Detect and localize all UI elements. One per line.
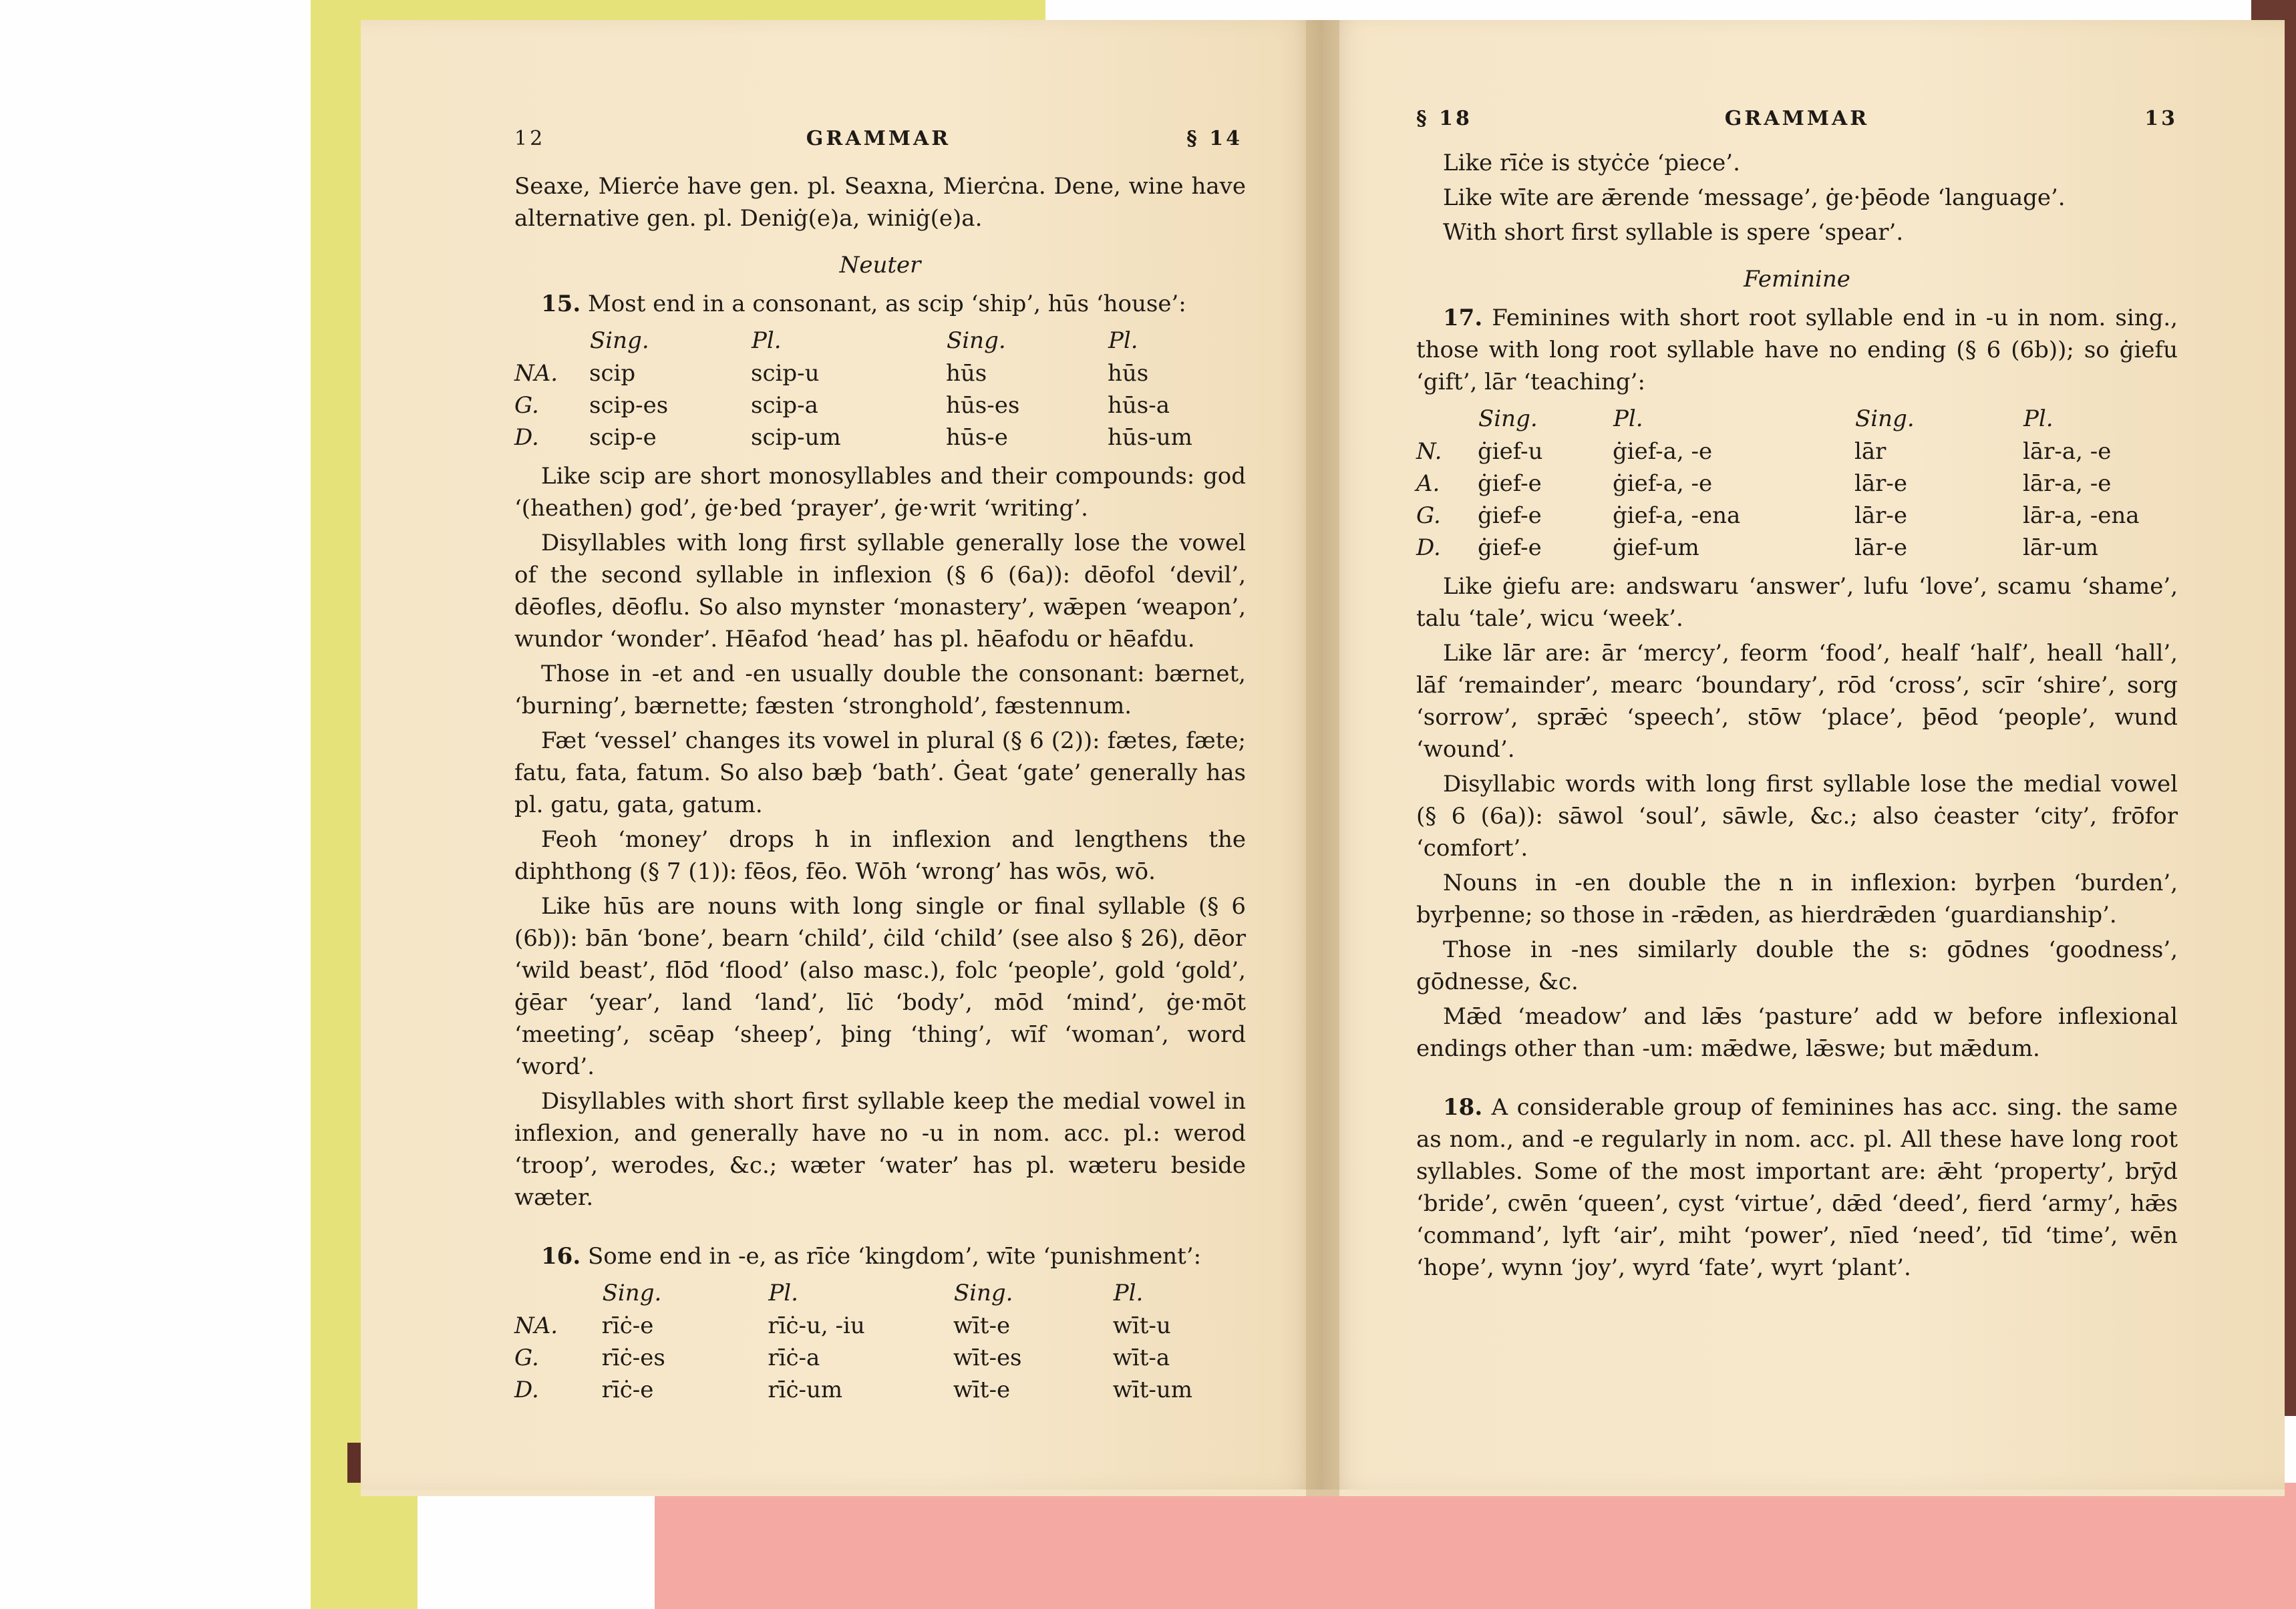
feminine-heading: Feminine: [1744, 266, 1850, 293]
paragraph: Like lār are: ār ‘mercy’, feorm ‘food’, healf ‘half’, heall ‘hall’, lāf ‘remainder’, mearc ‘boundary’, rōd ‘cross’, scīr ‘shire’, sorg ‘sorrow’, sprǣċ ‘speech’, stōw ‘place’, þēod ‘people’, wund ‘wound’.: [1416, 640, 2178, 763]
paragraph: Mǣd ‘meadow’ and lǣs ‘pasture’ add w before inflexional endings other than -um: mǣdwe, lǣswe; but mǣdum.: [1416, 1003, 2178, 1062]
right-body-text: [1416, 147, 2178, 1286]
neuter-heading: Neuter: [839, 252, 921, 279]
table-cell: wīt-u: [1112, 1312, 1171, 1339]
case-label: D.: [1416, 534, 1441, 561]
table-cell: hūs-a: [1108, 392, 1170, 419]
table-row: [514, 1374, 1246, 1406]
table-header: Pl.: [1613, 405, 1643, 432]
table-cell: ġief-e: [1478, 502, 1542, 529]
right-running-head: [1416, 107, 2178, 134]
table-row: [514, 1310, 1246, 1342]
table-header: Sing.: [590, 327, 649, 354]
table-cell: ġief-a, -e: [1613, 470, 1713, 497]
section-mark: § 18: [1416, 107, 1472, 130]
table-cell: wīt-a: [1112, 1345, 1170, 1371]
table-header-row: [514, 324, 1243, 357]
section-text: Feminines with short root syllable end in -u in nom. sing., those with long root syllable have no ending (§ 6 (6b)); so ġiefu ‘gift’, lār ‘teaching’:: [1416, 305, 2178, 395]
table-cell: scip-u: [751, 360, 820, 387]
spacer: [1416, 1067, 2178, 1091]
section-number: 16.: [541, 1243, 581, 1270]
table-header: Sing.: [602, 1280, 662, 1306]
case-label: G.: [514, 1345, 539, 1371]
section-number: 18.: [1443, 1094, 1483, 1121]
table-cell: lār: [1854, 438, 1887, 465]
section-mark: § 14: [1186, 127, 1243, 150]
section-text: A considerable group of feminines has acc. sing. the same as nom., and -e regularly in nom. acc. pl. All these have long root syllables. Some of the most important are: ǣht ‘property’, brȳd ‘bride’, cwēn ‘queen’, cyst ‘virtue’, dǣd ‘deed’, fierd ‘army’, hǣs ‘command’, lyft ‘air’, miht ‘power’, nīed ‘need’, tīd ‘time’, wēn ‘hope’, wynn ‘joy’, wyrd ‘fate’, wyrt ‘plant’.: [1416, 1094, 2178, 1281]
page-number: 13: [2144, 107, 2178, 130]
table-cell: scip-a: [751, 392, 818, 419]
section-text: Most end in a consonant, as scip ‘ship’, hūs ‘house’:: [587, 291, 1186, 317]
paragraph: Like hūs are nouns with long single or final syllable (§ 6 (6b)): bān ‘bone’, bearn ‘child’, ċild ‘child’ (see also § 26), dēor ‘wild beast’, flōd ‘flood’ (also masc.), folc ‘people’, gold ‘gold’, ġēar ‘year’, land ‘land’, līċ ‘body’, mōd ‘mind’, ġe·mōt ‘meeting’, scēap ‘sheep’, þing ‘thing’, wīf ‘woman’, word ‘word’.: [514, 893, 1246, 1080]
table-cell: wīt-e: [953, 1377, 1011, 1403]
table-cell: wīt-e: [953, 1312, 1011, 1339]
section-15: [514, 288, 1246, 320]
paradigm-table-17: [1416, 402, 2178, 564]
spacer: [514, 1216, 1246, 1240]
paragraph: Those in -et and -en usually double the consonant: bærnet, ‘burning’, bærnette; fæsten ‘stronghold’, fæstennum.: [514, 661, 1246, 719]
section-17: [1416, 302, 2178, 398]
left-body-text: [514, 170, 1246, 1413]
case-label: A.: [1416, 470, 1440, 497]
table-cell: hūs-um: [1108, 424, 1192, 451]
table-cell: lār-a, -e: [2023, 438, 2112, 465]
table-header: Pl.: [1113, 1280, 1144, 1306]
table-cell: rīċ-es: [601, 1345, 665, 1371]
book-gutter: [1306, 20, 1339, 1496]
table-header: [514, 324, 589, 357]
left-running-head: [514, 127, 1243, 154]
table-cell: rīċ-u, -iu: [768, 1312, 865, 1339]
table-cell: lār-a, -ena: [2023, 502, 2140, 529]
table-header: Sing.: [953, 1280, 1013, 1306]
case-label: N.: [1416, 438, 1442, 465]
table-header: Sing.: [1478, 405, 1538, 432]
table-cell: ġief-a, -ena: [1613, 502, 1741, 529]
table-header: [1416, 402, 1478, 435]
section-text: Some end in -e, as rīċe ‘kingdom’, wīte ‘punishment’:: [587, 1243, 1202, 1270]
table-cell: ġief-e: [1478, 470, 1542, 497]
case-label: D.: [514, 424, 539, 451]
table-cell: scip-es: [589, 392, 669, 419]
table-cell: lār-e: [1854, 534, 1908, 561]
table-cell: hūs-e: [946, 424, 1008, 451]
table-cell: wīt-um: [1112, 1377, 1192, 1403]
table-cell: ġief-a, -e: [1613, 438, 1713, 465]
paragraph: Like ġiefu are: andswaru ‘answer’, lufu ‘love’, scamu ‘shame’, talu ‘tale’, wicu ‘week’.: [1416, 573, 2178, 632]
paragraph: Disyllables with short first syllable keep the medial vowel in inflexion, and generally have no -u in nom. acc. pl.: werod ‘troop’, werodes, &c.; wæter ‘water’ has pl. wæteru beside wæter.: [514, 1088, 1246, 1211]
paragraph: With short first syllable is spere ‘spear’.: [1443, 219, 1904, 246]
table-cell: ġief-um: [1613, 534, 1699, 561]
paragraph: Disyllabic words with long first syllable lose the medial vowel (§ 6 (6a)): sāwol ‘soul’, sāwle, &c.; also ċeaster ‘city’, frōfor ‘comfort’.: [1416, 771, 2178, 862]
section-number: 15.: [541, 291, 581, 317]
case-label: D.: [514, 1377, 539, 1403]
table-header: Pl.: [768, 1280, 798, 1306]
table-header: Pl.: [752, 327, 782, 354]
table-cell: lār-um: [2023, 534, 2099, 561]
table-cell: scip: [589, 360, 636, 387]
table-cell: lār-a, -e: [2023, 470, 2112, 497]
table-row: [1416, 468, 2178, 500]
table-cell: ġief-e: [1478, 534, 1542, 561]
table-header-row: [1416, 402, 2178, 435]
table-cell: rīċ-a: [768, 1345, 820, 1371]
case-label: G.: [1416, 502, 1441, 529]
table-header: [514, 1276, 602, 1310]
right-page: [1323, 20, 2285, 1489]
section-16: [514, 1240, 1246, 1272]
table-cell: scip-um: [751, 424, 841, 451]
paradigm-table-15: [514, 324, 1243, 454]
paragraph: Disyllables with long first syllable generally lose the vowel of the second syllable in inflexion (§ 6 (6a)): dēofol ‘devil’, dēofles, dēoflu. So also mynster ‘monastery’, wǣpen ‘weapon’, wundor ‘wonder’. Hēafod ‘head’ has pl. hēafodu or hēafdu.: [514, 530, 1246, 653]
table-cell: wīt-es: [953, 1345, 1022, 1371]
paragraph: Like wīte are ǣrende ‘message’, ġe·þēode ‘language’.: [1443, 184, 2066, 211]
table-header: Sing.: [947, 327, 1006, 354]
paragraph: Fæt ‘vessel’ changes its vowel in plural (§ 6 (2)): fætes, fæte; fatu, fata, fatum. So also bæþ ‘bath’. Ġeat ‘gate’ generally has pl. gatu, gata, gatum.: [514, 727, 1246, 818]
case-label: NA.: [514, 360, 558, 387]
open-book: [361, 20, 2285, 1496]
section-18: [1416, 1091, 2178, 1284]
table-cell: lār-e: [1854, 470, 1908, 497]
paragraph: Feoh ‘money’ drops h in inflexion and lengthens the diphthong (§ 7 (1)): fēos, fēo. Wōh ‘wrong’ has wōs, wō.: [514, 826, 1246, 885]
table-header: Pl.: [1108, 327, 1138, 354]
running-title: GRAMMAR: [1724, 107, 1870, 130]
paradigm-table-16: [514, 1276, 1246, 1406]
paragraph: Like rīċe is styċċe ‘piece’.: [1443, 150, 1740, 176]
table-cell: lār-e: [1854, 502, 1908, 529]
table-cell: hūs: [946, 360, 987, 387]
table-cell: ġief-u: [1478, 438, 1543, 465]
paragraph: Those in -nes similarly double the s: gōdnes ‘goodness’, gōdnesse, &c.: [1416, 936, 2178, 995]
table-header: Sing.: [1855, 405, 1915, 432]
table-row: [1416, 532, 2178, 564]
running-title: GRAMMAR: [806, 127, 951, 150]
left-page: [361, 20, 1323, 1489]
table-cell: scip-e: [589, 424, 657, 451]
paragraph: Like scip are short monosyllables and their compounds: god ‘(heathen) god’, ġe·bed ‘prayer’, ġe·writ ‘writing’.: [514, 463, 1246, 522]
page-number: 12: [514, 127, 546, 150]
table-row: [514, 389, 1243, 421]
table-row: [514, 357, 1243, 389]
table-row: [514, 1342, 1246, 1374]
table-header-row: [514, 1276, 1246, 1310]
intro-paragraph: Seaxe, Mierċe have gen. pl. Seaxna, Mierċna. Dene, wine have alternative gen. pl. Deniġ(e)a, winiġ(e)a.: [514, 173, 1246, 232]
case-label: G.: [514, 392, 539, 419]
table-row: [1416, 500, 2178, 532]
case-label: NA.: [514, 1312, 558, 1339]
table-header: Pl.: [2023, 405, 2054, 432]
table-cell: rīċ-um: [768, 1377, 843, 1403]
table-row: [514, 421, 1243, 454]
section-number: 17.: [1443, 305, 1483, 331]
pink-card: [655, 1483, 2296, 1609]
paragraph: Nouns in -en double the n in inflexion: byrþen ‘burden’, byrþenne; so those in -rǣden, as hierdrǣden ‘guardianship’.: [1416, 870, 2178, 928]
table-cell: rīċ-e: [601, 1377, 654, 1403]
table-row: [1416, 435, 2178, 468]
table-cell: hūs-es: [946, 392, 1020, 419]
table-cell: rīċ-e: [601, 1312, 654, 1339]
table-cell: hūs: [1108, 360, 1149, 387]
